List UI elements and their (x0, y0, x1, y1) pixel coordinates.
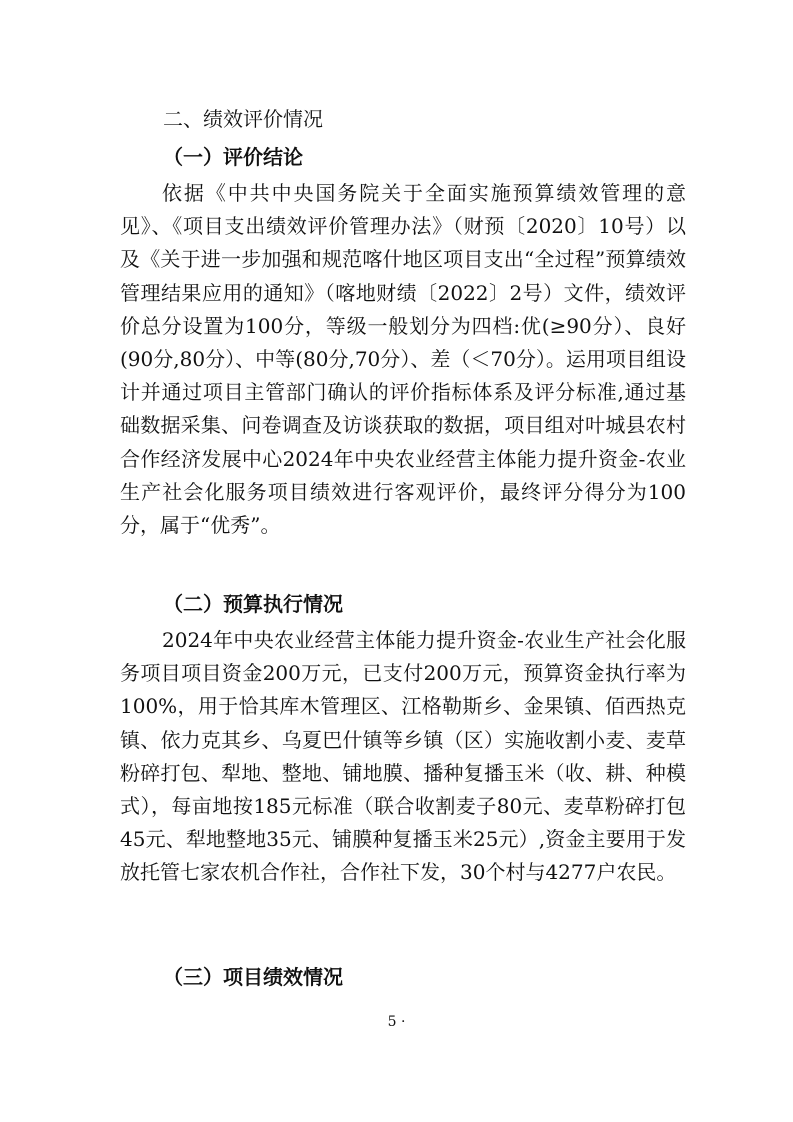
paragraph-evaluation-conclusion: 依据《中共中央国务院关于全面实施预算绩效管理的意见》、《项目支出绩效评价管理办法》（财预〔2020〕10号）以及《关于进一步加强和规范喀什地区项目支出“全过程”预算绩效管理结果应用的通知》（喀地财绩〔2022〕2号）文件，绩效评价总分设置为100分，等级一般划分为四档:优(≥90分）、良好(90分,80分）、中等(80分,70分）、差（＜70分）。运用项目组设计并通过项目主管部门确认的评价指标体系及评分标准,通过基础数据采集、问卷调查及访谈获取的数据，项目组对叶城县农村合作经济发展中心2024年中央农业经营主体能力提升资金-农业生产社会化服务项目绩效进行客观评价，最终评分得分为100分，属于“优秀”。 (120, 181, 686, 538)
section-heading: 二、绩效评价情况 (163, 107, 323, 131)
subsection-heading-budget-execution: （二）预算执行情况 (163, 592, 343, 616)
subsection-heading-project-performance: （三）项目绩效情况 (163, 965, 343, 989)
page-number: 5 · (387, 1014, 406, 1030)
subsection-heading-evaluation-conclusion: （一）评价结论 (163, 145, 303, 169)
paragraph-budget-execution: 2024年中央农业经营主体能力提升资金-农业生产社会化服务项目项目资金200万元，已支付200万元，预算资金执行率为100%，用于恰其库木管理区、江格勒斯乡、金果镇、佰西热克镇、依力克其乡、乌夏巴什镇等乡镇（区）实施收割小麦、麦草粉碎打包、犁地、整地、铺地膜、播种复播玉米（收、耕、种模式），每亩地按185元标准（联合收割麦子80元、麦草粉碎打包45元、犁地整地35元、铺膜种复播玉米25元）,资金主要用于发放托管七家农机合作社，合作社下发，30个村与4277户农民。 (120, 628, 686, 885)
